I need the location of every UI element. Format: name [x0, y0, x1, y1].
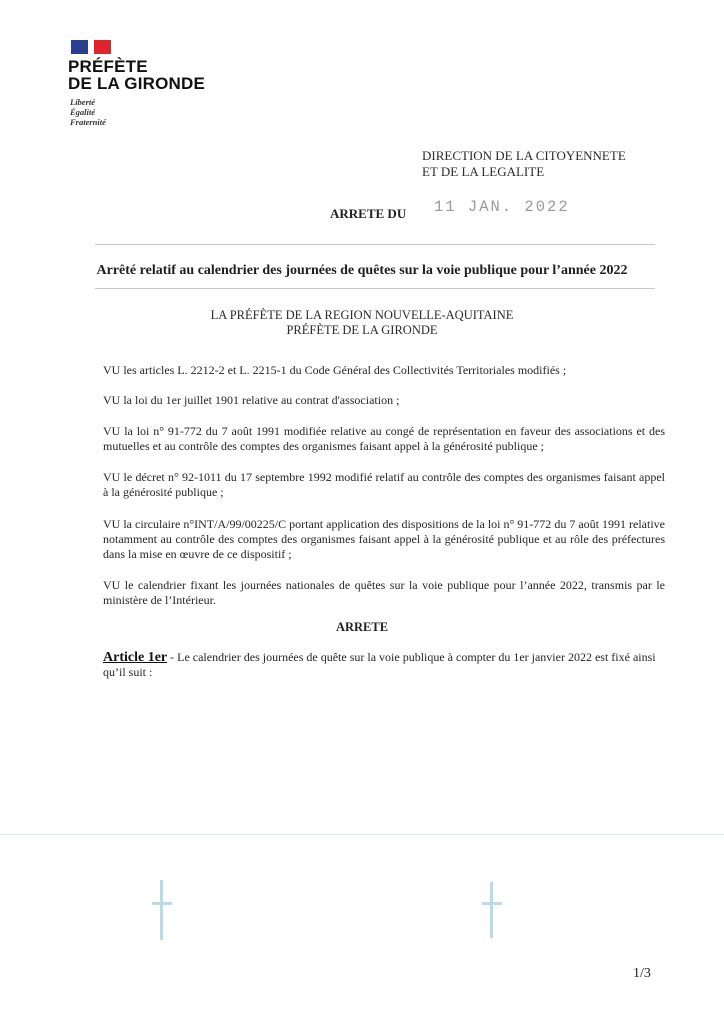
- prefet-heading: [60, 308, 664, 338]
- motto-egalite: Égalité: [70, 107, 96, 117]
- scan-artifact-line: [0, 834, 724, 835]
- visa-paragraph: VU la loi du 1er juillet 1901 relative au contrat d'association ;: [103, 393, 400, 407]
- arrete-heading: ARRETE: [335, 620, 389, 634]
- visa-paragraph: VU la circulaire n°INT/A/99/00225/C portant application des dispositions de la loi n° 91-772 du 7 août 1991 relative notamment au contrôle des comptes des organismes faisant appel à la générosité publique et au rôle des préfectures dans la mise en œuvre de ce dispositif ;: [103, 517, 665, 561]
- flag-red-band: [94, 40, 111, 54]
- logo-line-1: PRÉFÈTE: [68, 57, 148, 76]
- republic-motto: [70, 97, 106, 127]
- scan-artifact-mark: [482, 882, 502, 942]
- logo-line-2: DE LA GIRONDE: [68, 74, 206, 93]
- prefecture-logo-title: [68, 58, 205, 92]
- marianne-flag-logo: [71, 40, 111, 54]
- direction-block: [422, 148, 626, 180]
- scan-artifact-mark: [152, 880, 172, 940]
- visa-paragraph: VU le décret n° 92-1011 du 17 septembre 1992 modifié relatif au contrôle des comptes des organismes faisant appel à la générosité publique ;: [103, 470, 665, 499]
- article-1-label: Article 1er: [103, 650, 168, 665]
- article-1-paragraph: [103, 650, 668, 680]
- direction-line-2: ET DE LA LEGALITE: [422, 164, 545, 179]
- prefet-line-2: PRÉFÈTE DE LA GIRONDE: [286, 323, 438, 337]
- visa-paragraph: VU le calendrier fixant les journées nationales de quêtes sur la voie publique pour l’année 2022, transmis par le ministère de l’Intérieur.: [103, 578, 665, 607]
- visa-paragraph: VU la loi n° 91-772 du 7 août 1991 modifiée relative au congé de représentation en faveur des associations et des mutuelles et au contrôle des comptes des organismes faisant appel à la générosité publique ;: [103, 424, 665, 453]
- motto-fraternite: Fraternité: [70, 117, 106, 127]
- flag-blue-band: [71, 40, 88, 54]
- visa-paragraph: VU les articles L. 2212-2 et L. 2215-1 du Code Général des Collectivités Territoriales modifiés ;: [103, 363, 567, 377]
- title-rule-top: [95, 244, 655, 245]
- arrete-du-label: ARRETE DU: [330, 206, 407, 221]
- document-title: Arrêté relatif au calendrier des journées de quêtes sur la voie publique pour l’année 2022: [96, 263, 628, 278]
- direction-line-1: DIRECTION DE LA CITOYENNETE: [422, 148, 626, 163]
- title-rule-bottom: [95, 288, 655, 289]
- page-number: 1/3: [633, 966, 651, 981]
- motto-liberte: Liberté: [70, 97, 96, 107]
- prefet-line-1: LA PRÉFÈTE DE LA REGION NOUVELLE-AQUITAINE: [210, 308, 514, 322]
- date-stamp: 11 JAN. 2022: [434, 198, 570, 216]
- article-1-text: - Le calendrier des journées de quête sur la voie publique à compter du 1er janvier 2022 est fixé ainsi qu’il suit :: [103, 650, 656, 679]
